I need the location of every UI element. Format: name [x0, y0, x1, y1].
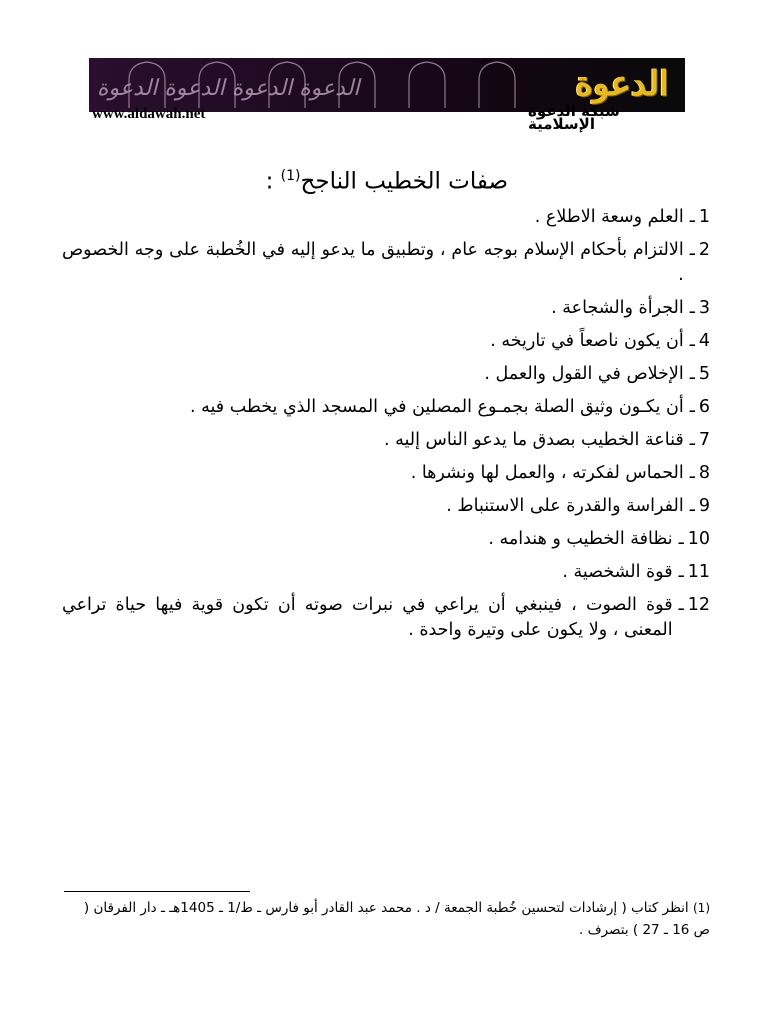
item-dash: ـ [689, 207, 695, 227]
item-dash: ـ [689, 496, 695, 516]
item-dash: ـ [689, 463, 695, 483]
item-number: 7 [698, 430, 710, 450]
item-dash: ـ [678, 529, 684, 549]
item-dash: ـ [689, 397, 695, 417]
list-item [62, 428, 710, 453]
title-footnote-ref[interactable]: (1) [280, 168, 301, 184]
list-item [62, 205, 710, 230]
banner-repeat-text: الدعوة الدعوة الدعوة الدعوة [97, 76, 360, 101]
item-number: 4 [698, 331, 710, 351]
item-text: الإخلاص في القول والعمل . [484, 364, 684, 384]
item-text: الفراسة والقدرة على الاستنباط . [446, 496, 684, 516]
item-number: 6 [698, 397, 710, 417]
footnote-marker: (1) [692, 901, 710, 915]
list-item [62, 296, 710, 321]
item-number: 8 [698, 463, 710, 483]
item-dash: ـ [689, 298, 695, 318]
item-text: الحماس لفكرته ، والعمل لها ونشرها . [410, 463, 684, 483]
item-dash: ـ [678, 562, 684, 582]
list-item [62, 362, 710, 387]
footnote [64, 897, 710, 941]
item-text: أن يكـون وثيق الصلة بجمـوع المصلين في المسجد الذي يخطب فيه . [190, 397, 684, 417]
list-item [62, 593, 710, 643]
item-text: قوة الصوت ، فينبغي أن يراعي في نبرات صوته أن تكون قوية فيها حياة تراعي المعنى ، ولا يكون على وتيرة واحدة . [62, 595, 673, 640]
item-text: الالتزام بأحكام الإسلام بوجه عام ، وتطبيق ما يدعو إليه في الخُطبة على وجه الخصوص . [62, 240, 684, 285]
item-dash: ـ [689, 240, 695, 260]
list-item [62, 329, 710, 354]
list-item [62, 461, 710, 486]
item-number: 5 [698, 364, 710, 384]
footnote-text: انظر كتاب ( إرشادات لتحسين خُطبة الجمعة / د . محمد عبد القادر أبو فارس ـ ط/1 ـ 1405هـ ـ دار الفرقان ( ص 16 ـ 27 ) بتصرف . [83, 900, 710, 938]
list-item [62, 494, 710, 519]
item-number: 2 [698, 240, 710, 260]
item-number: 1 [698, 207, 710, 227]
item-text: أن يكون ناصعاً في تاريخه . [490, 331, 684, 351]
title-suffix: : [265, 168, 281, 195]
list-item [62, 238, 710, 288]
item-text: الجرأة والشجاعة . [551, 298, 684, 318]
item-dash: ـ [689, 331, 695, 351]
item-dash: ـ [678, 595, 684, 615]
list-item [62, 527, 710, 552]
site-name: شبكة الدعوة الإسلامية [528, 102, 620, 133]
item-text: نظافة الخطيب و هندامه . [488, 529, 673, 549]
logo: الدعوة [575, 64, 669, 104]
item-text: العلم وسعة الاطلاع . [534, 207, 684, 227]
item-number: 12 [687, 595, 710, 615]
site-url[interactable]: www.aldawah.net [92, 106, 206, 122]
qualities-list [62, 205, 710, 651]
footnote-divider [64, 891, 250, 892]
page-title [266, 168, 508, 195]
item-number: 9 [698, 496, 710, 516]
item-number: 10 [687, 529, 710, 549]
item-number: 3 [698, 298, 710, 318]
item-dash: ـ [689, 430, 695, 450]
list-item [62, 395, 710, 420]
item-number: 11 [687, 562, 710, 582]
item-text: قناعة الخطيب بصدق ما يدعو الناس إليه . [384, 430, 684, 450]
list-item [62, 560, 710, 585]
item-dash: ـ [689, 364, 695, 384]
item-text: قوة الشخصية . [562, 562, 673, 582]
title-text: صفات الخطيب الناجح [300, 168, 508, 195]
